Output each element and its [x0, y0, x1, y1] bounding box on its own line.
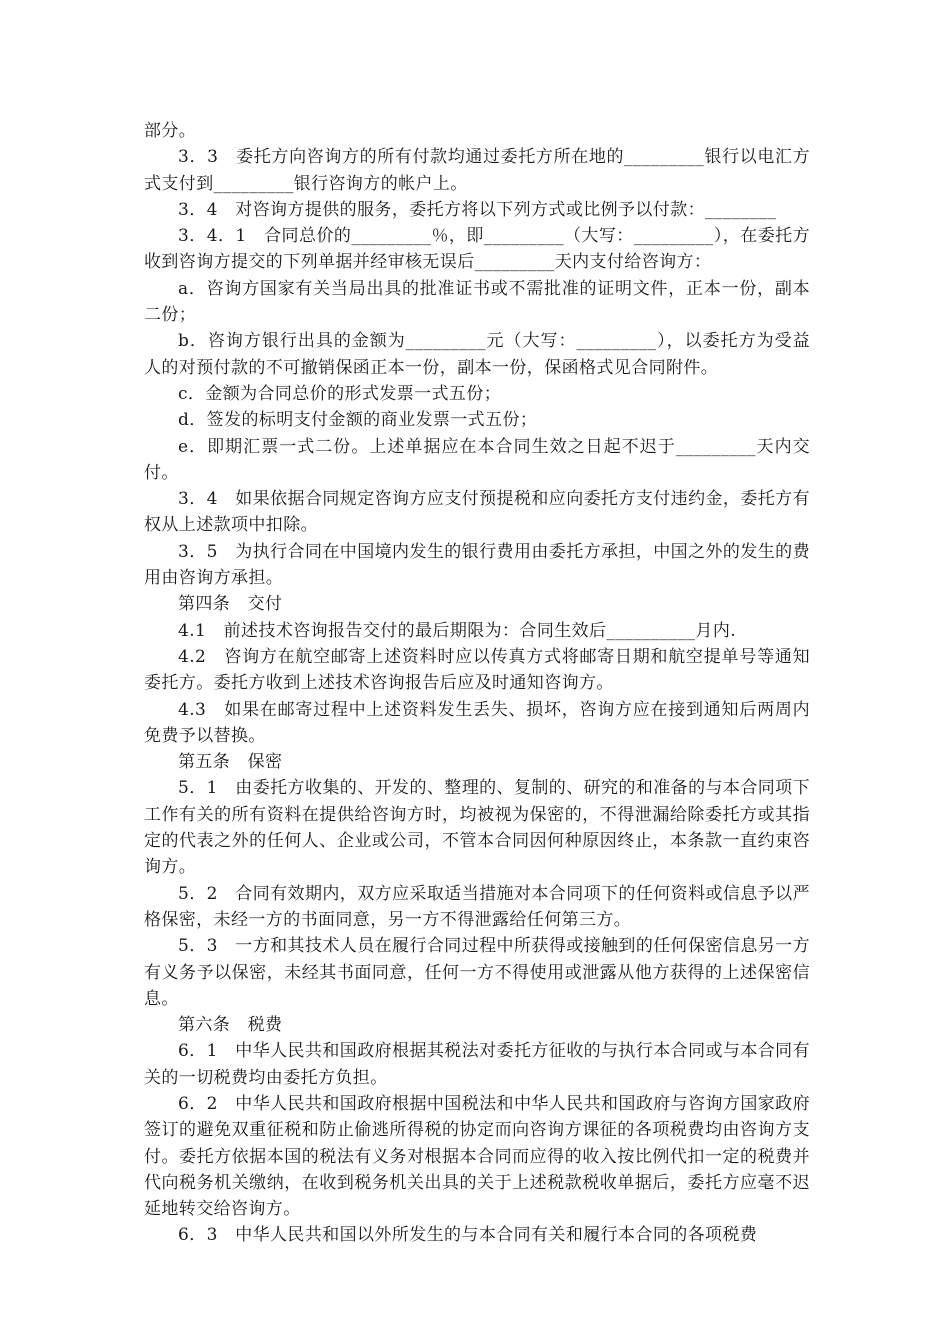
clause-5-3: 5．3 一方和其技术人员在履行合同过程中所获得或接触到的任何保密信息另一方有义务予以保密，未经其书面同意，任何一方不得使用或泄露从他方获得的上述保密信息。 — [144, 936, 810, 1009]
clause-4-3: 4.3 如果在邮寄过程中上述资料发生丢失、损坏，咨询方应在接到通知后两周内免费予以替换。 — [144, 699, 810, 746]
list-item-d: d．签发的标明支付金额的商业发票一式五份； — [178, 410, 538, 431]
list-item-c: c．金额为合同总价的形式发票一式五份； — [178, 383, 502, 404]
clause-3-4-1: 3．4．1 合同总价的_________％，即_________（大写：_________），在委托方收到咨询方提交的下列单据并经审核无误后_________天内支付给咨询方： — [144, 226, 810, 273]
clause-6-3: 6．3 中华人民共和国以外所发生的与本合同有关和履行本合同的各项税费 — [178, 1225, 758, 1246]
list-item-e: e．即期汇票一式二份。上述单据应在本合同生效之日起不迟于_________天内交付。 — [144, 436, 810, 483]
clause-3-4: 3．4 对咨询方提供的服务，委托方将以下列方式或比例予以付款：________ — [178, 199, 777, 220]
clause-3-4-deduction: 3．4 如果依据合同规定咨询方应支付预提税和应向委托方支付违约金，委托方有权从上述款项中扣除。 — [144, 489, 810, 536]
clause-5-1: 5．1 由委托方收集的、开发的、整理的、复制的、研究的和准备的与本合同项下工作有关的所有资料在提供给咨询方时，均被视为保密的，不得泄漏给除委托方或其指定的代表之外的任何人、企业或公司，不管本合同因何种原因终止，本条款一直约束咨询方。 — [144, 778, 810, 878]
paragraph-continuation: 部分。 — [144, 121, 197, 141]
clause-4-1: 4.1 前述技术咨询报告交付的最后期限为：合同生效后__________月内. — [178, 620, 737, 641]
document-body — [144, 118, 810, 1249]
clause-3-3: 3．3 委托方向咨询方的所有付款均通过委托方所在地的_________银行以电汇方式支付到_________银行咨询方的帐户上。 — [144, 147, 810, 194]
clause-6-1: 6．1 中华人民共和国政府根据其税法对委托方征收的与执行本合同或与本合同有关的一切税费均由委托方负担。 — [144, 1041, 810, 1088]
clause-5-2: 5．2 合同有效期内，双方应采取适当措施对本合同项下的任何资料或信息予以严格保密，未经一方的书面同意，另一方不得泄露给任何第三方。 — [144, 883, 810, 930]
list-item-a: a．咨询方国家有关当局出具的批准证书或不需批准的证明文件，正本一份，副本二份； — [144, 278, 810, 326]
clause-6-2: 6．2 中华人民共和国政府根据中国税法和中华人民共和国政府与咨询方国家政府签订的避免双重征税和防止偷逃所得税的协定而向咨询方课征的各项税费均由咨询方支付。委托方依据本国的税法有义务对根据本合同而应得的收入按比例代扣一定的税费并代向税务机关缴纳，在收到税务机关出具的关于上述税款税收单据后，委托方应毫不迟延地转交给咨询方。 — [144, 1093, 810, 1220]
article-6-heading: 第六条 税费 — [178, 1015, 283, 1036]
list-item-b: b．咨询方银行出具的金额为_________元（大写：_________），以委托方为受益人的对预付款的不可撤销保函正本一份，副本一份，保函格式见合同附件。 — [144, 331, 810, 378]
clause-3-5: 3．5 为执行合同在中国境内发生的银行费用由委托方承担，中国之外的发生的费用由咨询方承担。 — [144, 541, 810, 589]
article-5-heading: 第五条 保密 — [178, 752, 283, 773]
article-4-heading: 第四条 交付 — [178, 594, 283, 615]
clause-4-2: 4.2 咨询方在航空邮寄上述资料时应以传真方式将邮寄日期和航空提单号等通知委托方。委托方收到上述技术咨询报告后应及时通知咨询方。 — [144, 646, 810, 694]
